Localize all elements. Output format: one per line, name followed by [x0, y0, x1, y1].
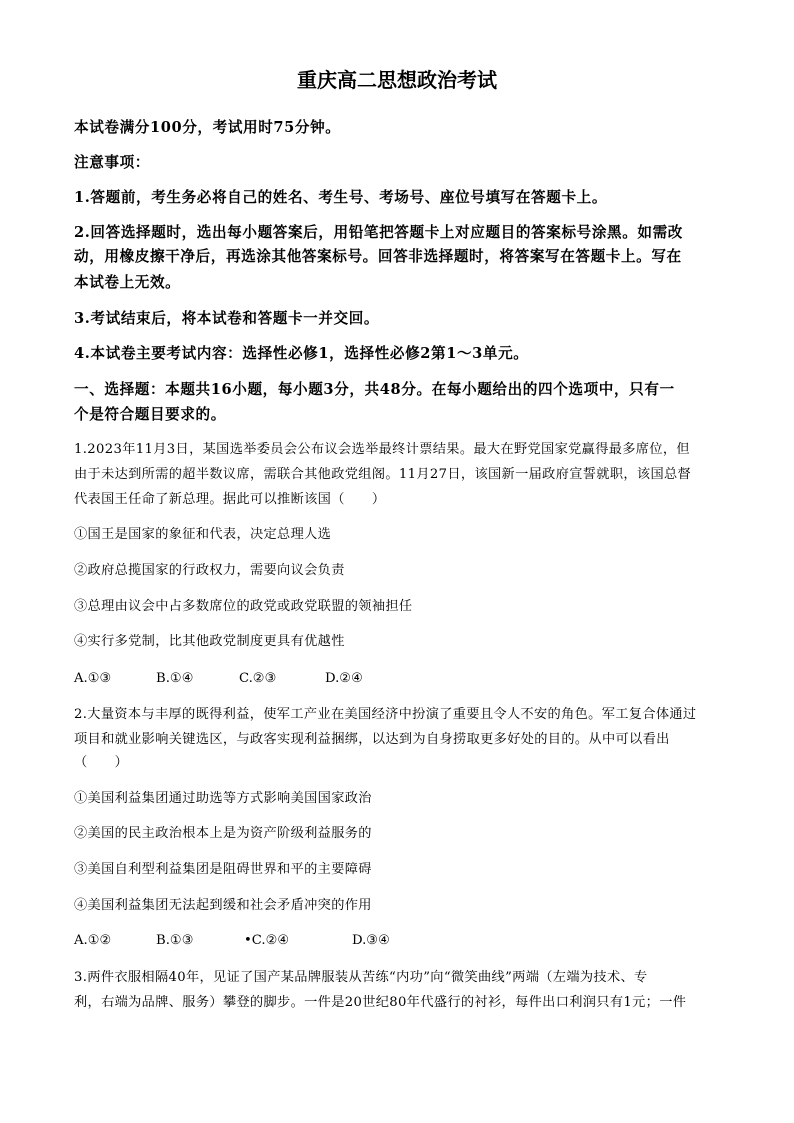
notice-2-line2: 动，用橡皮擦干净后，再选涂其他答案标号。回答非选择题时，将答案写在答题卡上。写在 — [74, 248, 682, 265]
exam-title: 重庆高二思想政治考试 — [297, 68, 497, 92]
q1-item-3: ③总理由议会中占多数席位的政党或政党联盟的领袖担任 — [74, 599, 413, 614]
q2-item-2: ②美国的民主政治根本上是为资产阶级利益服务的 — [74, 826, 372, 841]
q1-stem-line1: 1.2023年11月3日，某国选举委员会公布议会选举最终计票结果。最大在野党国家党赢得最多席位，但 — [74, 442, 690, 457]
notice-2-line1: 2.回答选择题时，选出每小题答案后，用铅笔把答题卡上对应题目的答案标号涂黑。如需改 — [74, 224, 683, 241]
section-heading-line2: 个是符合题目要求的。 — [74, 406, 226, 423]
q1-item-4: ④实行多党制，比其他政党制度更具有优越性 — [74, 634, 345, 649]
q1-option-c: C.②③ — [239, 671, 277, 686]
section-heading-line1: 一、选择题：本题共16小题，每小题3分，共48分。在每小题给出的四个选项中，只有一 — [74, 381, 675, 398]
q2-option-c: •C.②④ — [244, 933, 290, 948]
q1-item-1: ①国王是国家的象征和代表，决定总理人选 — [74, 527, 332, 542]
exam-intro: 本试卷满分100分，考试用时75分钟。 — [74, 119, 341, 136]
q1-stem-line3: 代表国王任命了新总理。据此可以推断该国（ ） — [74, 492, 386, 507]
notice-2-line3: 本试卷上无效。 — [74, 274, 181, 291]
q1-stem-line2: 由于未达到所需的超半数议席，需联合其他政党组阁。11月27日，该国新一届政府宣誓就职，该国总督 — [74, 467, 692, 482]
q2-stem-line1: 2.大量资本与丰厚的既得利益，使军工产业在美国经济中扮演了重要且令人不安的角色。军工复合体通过 — [74, 707, 697, 722]
q1-option-a: A.①③ — [74, 671, 112, 686]
q3-stem-line2: 利，右端为品牌、服务）攀登的脚步。一件是20世纪80年代盛行的衬衫，每件出口利润只有1元；一件 — [74, 995, 687, 1010]
q2-stem-line2: 项目和就业影响关键选区，与政客实现利益捆绑，以达到为自身捞取更多好处的目的。从中可以看出 — [74, 732, 670, 747]
q2-option-d: D.③④ — [352, 933, 390, 948]
q1-option-b: B.①④ — [156, 671, 194, 686]
notice-4: 4.本试卷主要考试内容：选择性必修1，选择性必修2第1～3单元。 — [74, 345, 529, 362]
q1-option-d: D.②④ — [325, 671, 363, 686]
q2-option-b: B.①③ — [156, 933, 194, 948]
q3-stem-line1: 3.两件衣服相隔40年，见证了国产某品牌服装从苦练“内功”向“微笑曲线”两端（左端为技术、专 — [74, 970, 648, 985]
q2-item-3: ③美国自利型利益集团是阻碍世界和平的主要障碍 — [74, 862, 372, 877]
notice-3: 3.考试结束后，将本试卷和答题卡一并交回。 — [74, 310, 380, 327]
notice-1: 1.答题前，考生务必将自己的姓名、考生号、考场号、座位号填写在答题卡上。 — [74, 189, 608, 206]
q1-item-2: ②政府总揽国家的行政权力，需要向议会负责 — [74, 563, 345, 578]
q2-stem-line3: （ ） — [74, 755, 129, 770]
q2-item-1: ①美国利益集团通过助选等方式影响美国国家政治 — [74, 791, 372, 806]
q2-option-a: A.①② — [74, 933, 112, 948]
notice-heading: 注意事项： — [74, 154, 150, 171]
q2-item-4: ④美国利益集团无法起到缓和社会矛盾冲突的作用 — [74, 898, 372, 913]
q1-options — [74, 667, 394, 691]
q2-options — [74, 929, 414, 953]
